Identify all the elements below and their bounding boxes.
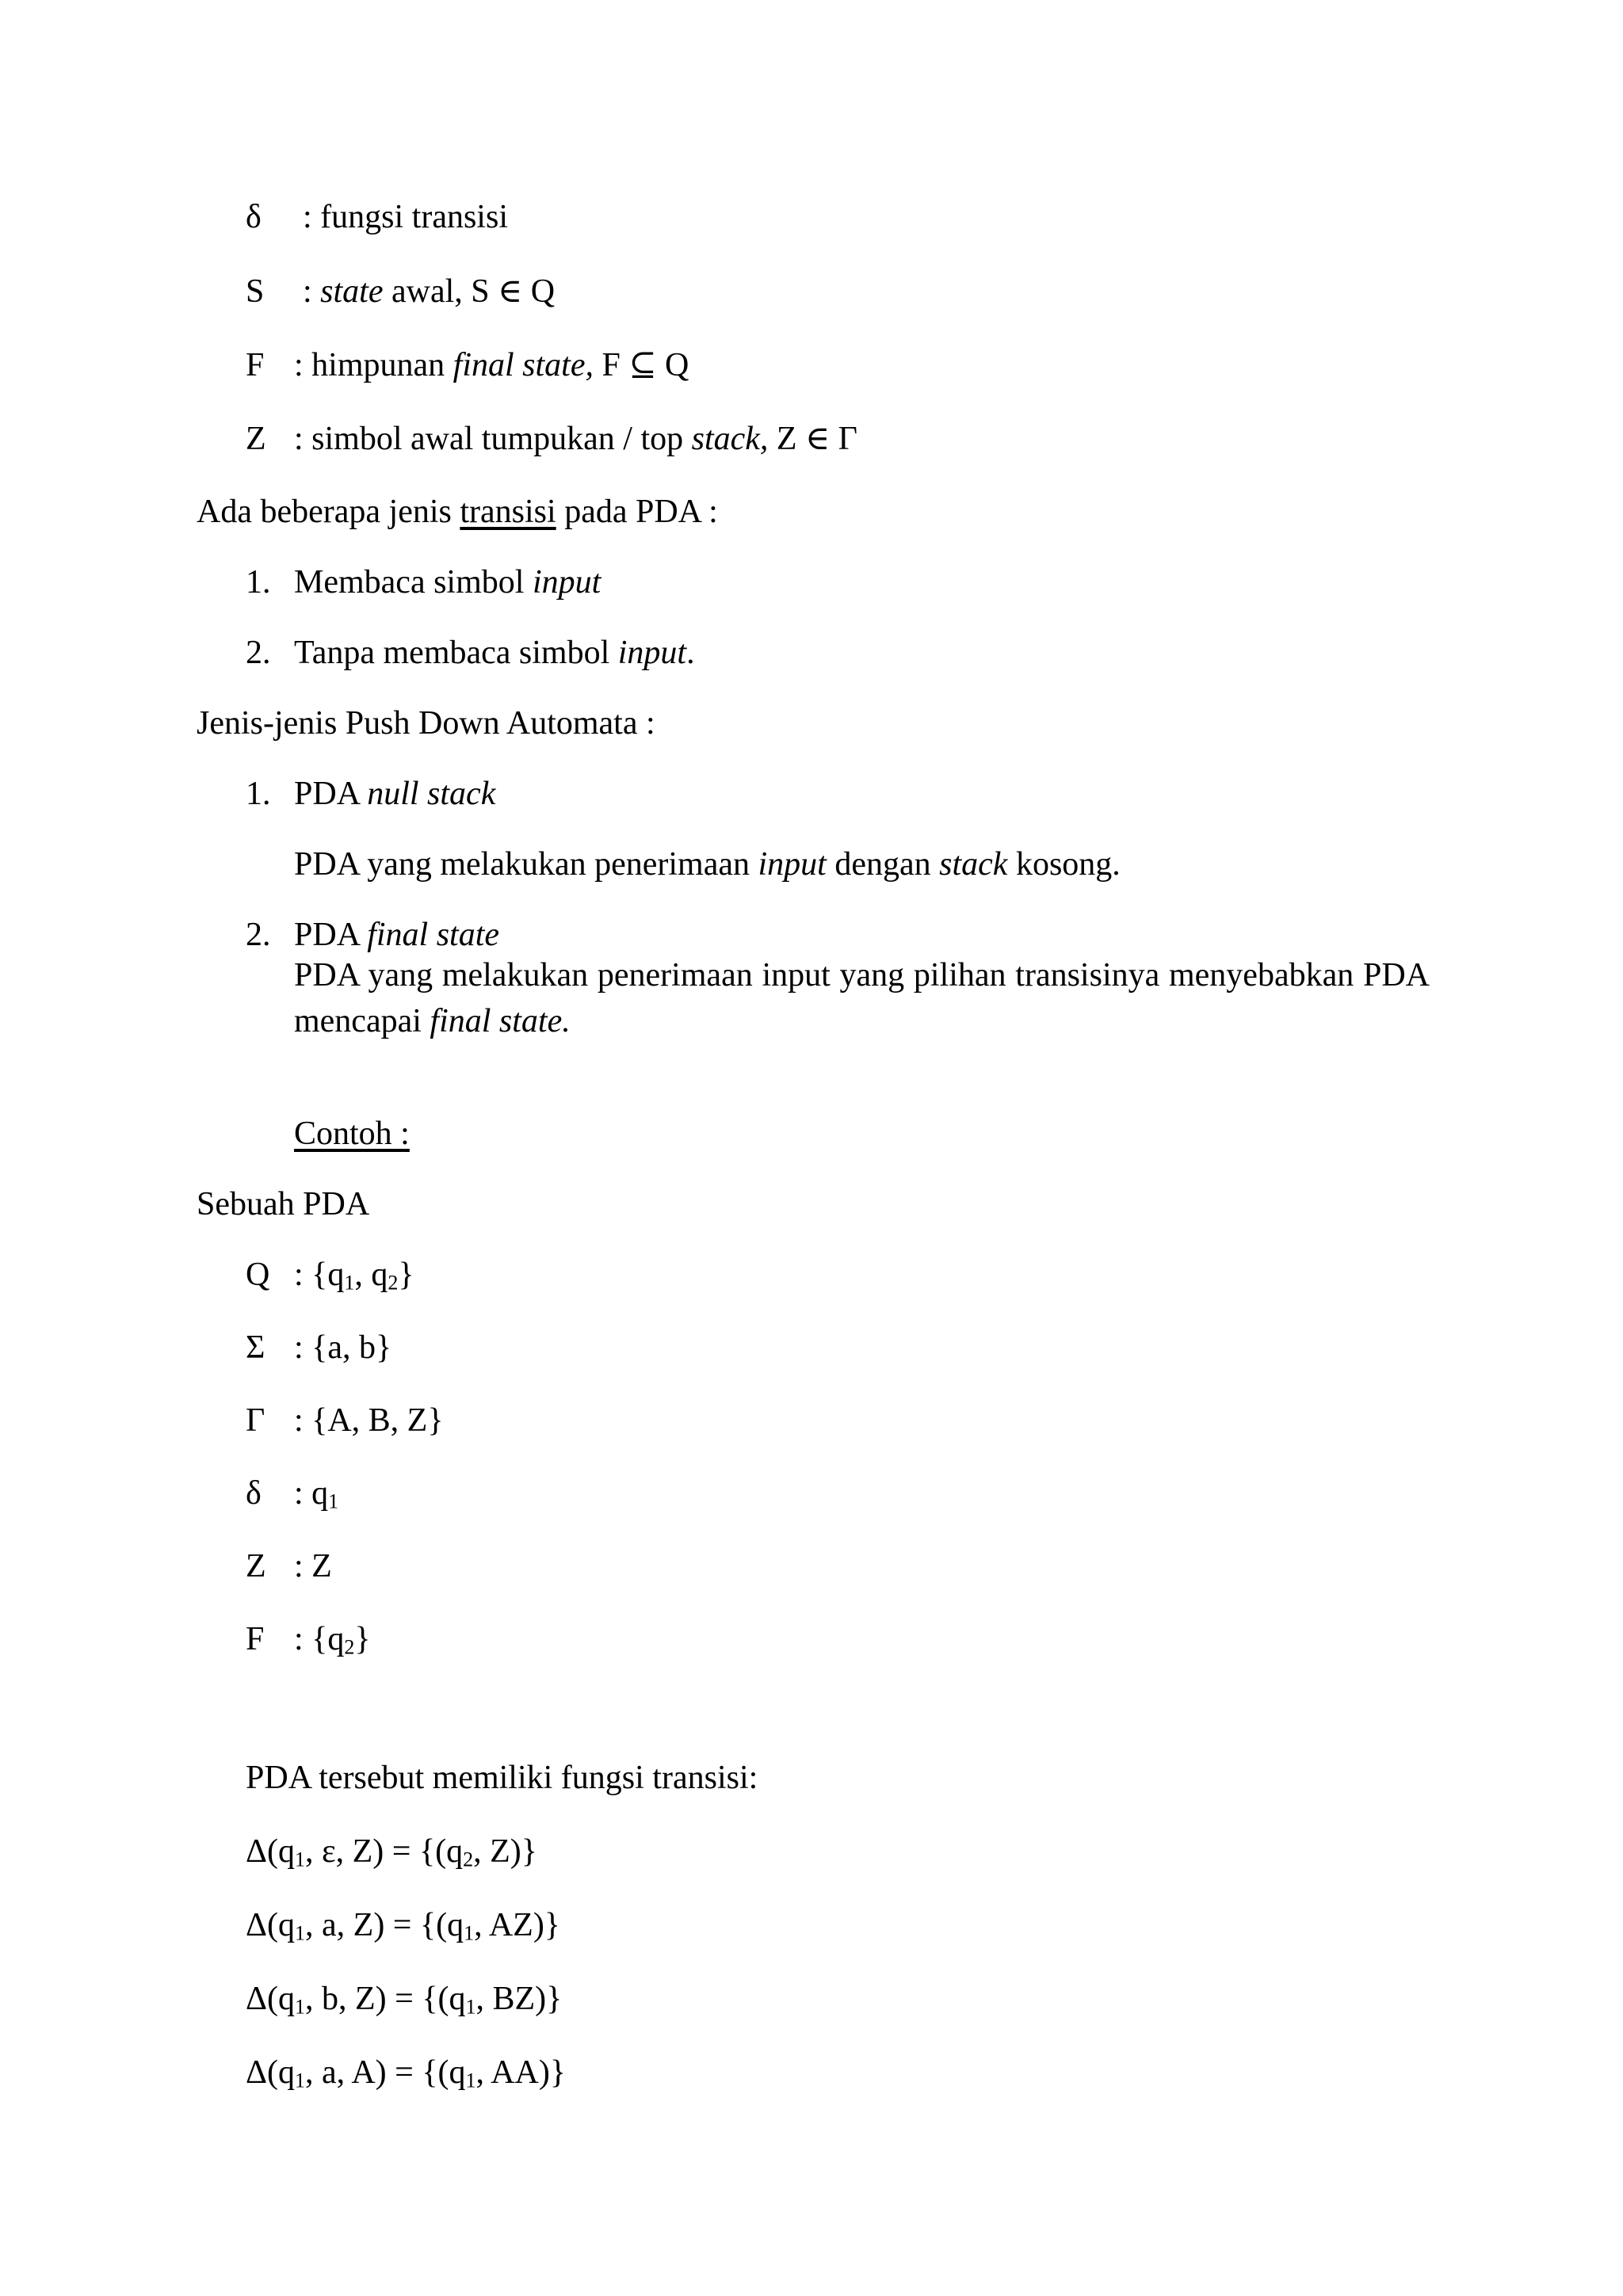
example-heading: Contoh : [294,1116,410,1152]
sigma-value: : {a, b} [294,1329,392,1366]
transition-rule: $\Delta(q_1$, a, $Z) = \{(q_1$, AZ)} [246,1907,560,1945]
example-Z-value: : Z [294,1548,332,1585]
example-F-symbol: F [246,1621,265,1657]
list-item: Membaca simbol input [294,564,601,601]
gamma-value: : {A, B, Z} [294,1402,444,1439]
start-definition: : state awal, S ∈ Q [303,273,556,310]
pda-types-intro: Jenis-jenis Push Down Automata : [197,705,655,742]
list-number: 2. [246,917,271,953]
list-number: 1. [246,776,271,812]
transition-rule: $\Delta(q_1$, a, $A) = \{(q_1$, AA)} [246,2054,567,2092]
example-delta-symbol: δ [246,1475,262,1512]
example-Z-symbol: Z [246,1548,266,1585]
final-definition: : himpunan final state, F ⊆ Q [294,347,689,383]
gamma-symbol: Γ [246,1402,265,1439]
final-symbol: F [246,347,265,383]
example-delta-value: : $q_1$ [294,1475,339,1513]
list-item: PDA null stack [294,776,496,812]
stack-top-symbol: Z [246,421,266,457]
delta-definition: : fungsi transisi [303,199,508,235]
stack-top-definition: : simbol awal tumpukan / top stack, Z ∈ Γ [294,421,857,457]
list-item-description-continued: mencapai final state. [294,1003,571,1039]
transition-rule: $\Delta(q_1$, b, $Z) = \{(q_1$, BZ)} [246,1981,563,2019]
start-symbol: S [246,273,265,310]
list-item: Tanpa membaca simbol input. [294,635,695,671]
transition-rule: $\Delta(q_1$, ε, $Z) = \{(q_2$, Z)} [246,1833,537,1871]
list-item-description: PDA yang melakukan penerimaan input yang pilihan transisinya menyebabkan PDA [294,957,1430,994]
list-item: PDA final state [294,917,500,953]
transition-function-intro: PDA tersebut memiliki fungsi transisi: [246,1760,758,1796]
Q-value: : {$q_1$, $q_2$} [294,1257,414,1295]
list-item-description: PDA yang melakukan penerimaan input dengan stack kosong. [294,846,1121,883]
example-intro: Sebuah PDA [197,1186,370,1222]
delta-symbol: δ [246,199,262,235]
sigma-symbol: Σ [246,1329,265,1366]
list-number: 1. [246,564,271,601]
transitions-intro: Ada beberapa jenis transisi pada PDA : [197,494,718,530]
Q-symbol: Q [246,1257,270,1293]
example-F-value: : $\{q_2\}$ [294,1621,371,1659]
list-number: 2. [246,635,271,671]
